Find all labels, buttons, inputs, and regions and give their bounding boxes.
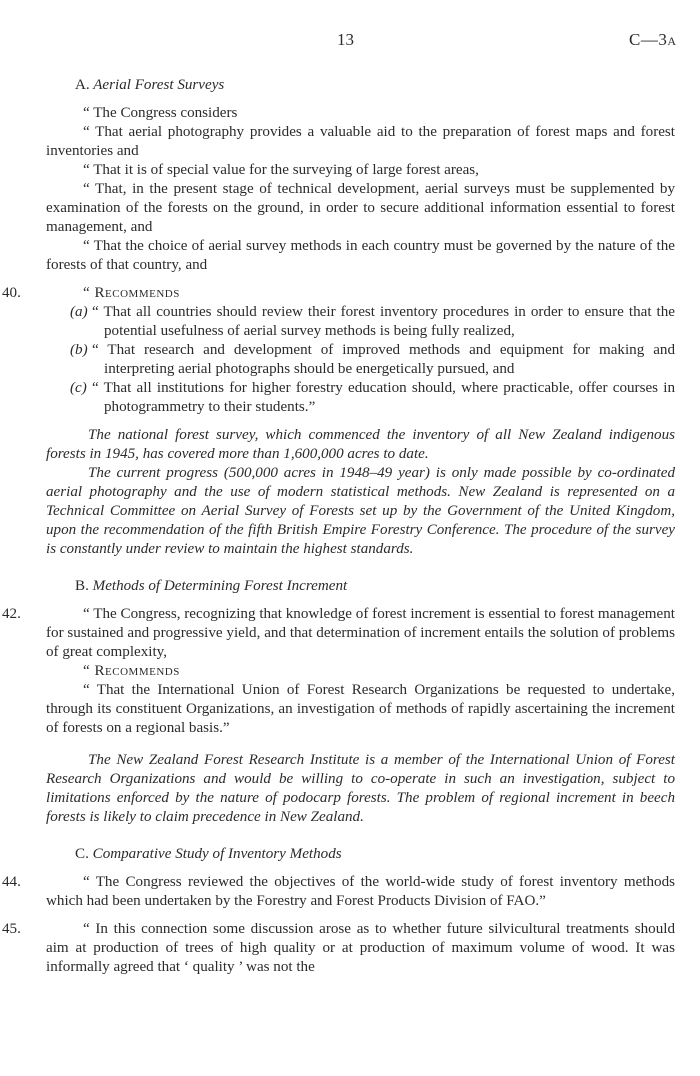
recommendation-list xyxy=(46,303,675,417)
recommendation-b-text: “ That research and development of improved methods and equipment for making and interpreting aerial photographs should be energetically pursued, and xyxy=(92,342,675,377)
page-number: 13 xyxy=(337,30,354,49)
recommendation-a-text: “ That all countries should review their forest inventory procedures in order to ensure that the potential usefulness of aerial survey methods is being fully realized, xyxy=(92,304,675,339)
paragraph-44-text: “ The Congress reviewed the objectives of the world-wide study of forest inventory methods which had been undertaken by the Forestry and Forest Products Division of FAO.” xyxy=(46,874,675,909)
note-40-para-0: The national forest survey, which commenced the inventory of all New Zealand indigenous forests in 1945, has covered more than 1,600,000 acres to date. xyxy=(46,427,675,462)
paragraph-40 xyxy=(2,284,675,303)
note-40 xyxy=(46,426,675,559)
section-a-para-4: “ That the choice of aerial survey methods in each country must be governed by the nature of the forests of that country, and xyxy=(46,238,675,273)
document-code-main: C—3 xyxy=(629,30,668,49)
recommendation-a-label: (a) xyxy=(70,304,88,320)
recommendation-c-label: (c) xyxy=(70,380,87,396)
paragraph-45 xyxy=(2,920,675,977)
recommendation-c-text: “ That all institutions for higher forestry education should, where practicable, offer courses in photogrammetry to their students.” xyxy=(92,380,675,415)
document-code-suffix: A xyxy=(667,34,677,48)
recommendation-b xyxy=(46,341,675,379)
recommendation-b-label: (b) xyxy=(70,342,88,358)
section-a-title: Aerial Forest Surveys xyxy=(93,77,225,93)
paragraph-45-text: “ In this connection some discussion arose as to whether future silvicultural treatments should aim at production of trees of high quality or at production of maximum volume of wood. It was informally agreed that ‘ quality ’ was not the xyxy=(46,921,675,975)
section-b-title: Methods of Determining Forest Increment xyxy=(92,578,348,594)
document-code xyxy=(629,30,677,51)
section-a-heading xyxy=(75,76,675,95)
paragraph-44 xyxy=(2,873,675,911)
section-c-title: Comparative Study of Inventory Methods xyxy=(92,846,342,862)
section-a-para-2: “ That it is of special value for the surveying of large forest areas, xyxy=(83,162,479,178)
section-a-para-3: “ That, in the present stage of technical development, aerial surveys must be supplemented by examination of the forests on the ground, in order to secure additional information essential to forest management, and xyxy=(46,181,675,235)
paragraph-45-number: 45. xyxy=(2,921,21,937)
section-a-para-0: “ The Congress considers xyxy=(83,105,238,121)
paragraph-40-recommends: “ Recommends xyxy=(83,285,180,301)
note-40-para-1: The current progress (500,000 acres in 1948–49 year) is only made possible by co-ordinated aerial photography and the use of modern statistical methods. New Zealand is represented on a Technical Committee on Aerial Survey of Forests set up by the Government of the United Kingdom, upon the recommendation of the fifth British Empire Forestry Conference. The procedure of the survey is constantly under review to maintain the highest standards. xyxy=(46,465,675,557)
section-c-heading xyxy=(75,845,675,864)
section-b-letter: B. xyxy=(75,578,89,594)
section-c-letter: C. xyxy=(75,846,89,862)
paragraph-42-number: 42. xyxy=(2,606,21,622)
note-42 xyxy=(46,751,675,827)
paragraph-40-number: 40. xyxy=(2,285,21,301)
paragraph-42-recommends: “ Recommends xyxy=(83,663,180,679)
recommendation-a xyxy=(46,303,675,341)
section-b-heading xyxy=(75,577,675,596)
paragraph-44-number: 44. xyxy=(2,874,21,890)
page-body xyxy=(2,76,675,977)
paragraph-42 xyxy=(2,605,675,662)
section-a-para-1: “ That aerial photography provides a valuable aid to the preparation of forest maps and forest inventories and xyxy=(46,124,675,159)
paragraph-42-recommendation: “ That the International Union of Forest Research Organizations be requested to undertake, through its constituent Organizations, an investigation of methods of rapidly ascertaining the increment of forests on a regional basis.” xyxy=(46,682,675,736)
recommendation-c xyxy=(46,379,675,417)
note-42-para: The New Zealand Forest Research Institute is a member of the International Union of Forest Research Organizations and would be willing to co-operate in such an investigation, subject to limitations enforced by the nature of podocarp forests. The problem of regional increment in beech forests is likely to claim precedence in New Zealand. xyxy=(46,752,675,825)
section-a-letter: A. xyxy=(75,77,90,93)
paragraph-42-text: “ The Congress, recognizing that knowledge of forest increment is essential to forest management for sustained and progressive yield, and that determination of increment entails the solution of problems of great complexity, xyxy=(46,606,675,660)
